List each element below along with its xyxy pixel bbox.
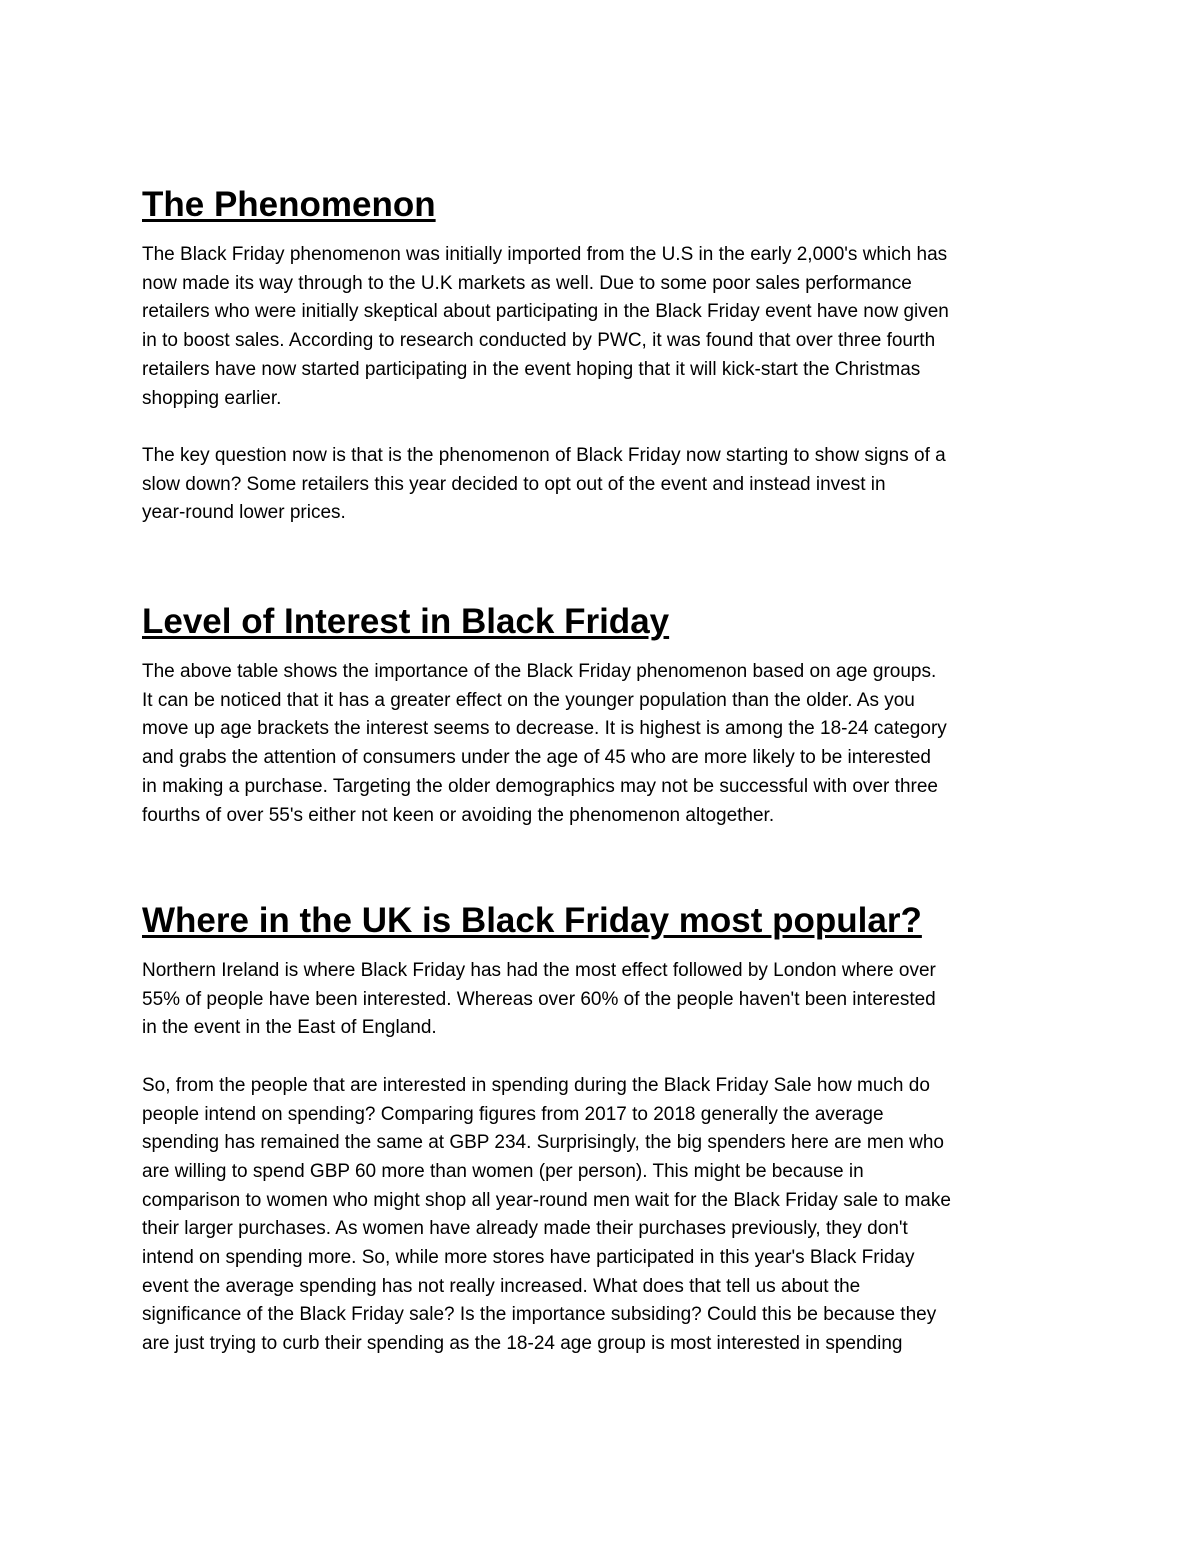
paragraph-gap [142, 1043, 1067, 1072]
section-heading: The Phenomenon [142, 185, 436, 224]
paragraph: Northern Ireland is where Black Friday has had the most effect followed by London where over 55% of people have been interested. Whereas over 60% of the people haven't been interested in the event in the East of England. [142, 960, 936, 1039]
section-body [142, 957, 1067, 1359]
section-level-of-interest [142, 600, 1067, 830]
section-where-in-uk [142, 899, 1067, 1359]
paragraph: The Black Friday phenomenon was initially imported from the U.S in the early 2,000's which has now made its way through to the U.K markets as well. Due to some poor sales performance retailers who were initially skeptical about participating in the Black Friday event have now given in to boost sales. According to research conducted by PWC, it was found that over three fourth retailers have now started participating in the event hoping that it will kick-start the Christmas shopping earlier. [142, 244, 949, 409]
paragraph: The above table shows the importance of the Black Friday phenomenon based on age groups. It can be noticed that it has a greater effect on the younger population than the older. As you move up age brackets the interest seems to decrease. It is highest is among the 18-24 category and grabs the attention of consumers under the age of 45 who are more likely to be interested in making a purchase. Targeting the older demographics may not be successful with over three fourths of over 55's either not keen or avoiding the phenomenon altogether. [142, 661, 947, 826]
section-heading: Where in the UK is Black Friday most popular? [142, 901, 922, 940]
paragraph: The key question now is that is the phenomenon of Black Friday now starting to show signs of a slow down? Some retailers this year decided to opt out of the event and instead invest in year-round lower prices. [142, 444, 946, 524]
paragraph: So, from the people that are interested in spending during the Black Friday Sale how much do people intend on spending? Comparing figures from 2017 to 2018 generally the average spending has remained the same at GBP 234. Surprisingly, the big spenders here are men who are willing to spend GBP 60 more than women (per person). This might be because in comparison to women who might shop all year-round men wait for the Black Friday sale to make their larger purchases. As women have already made their purchases previously, they don't intend on spending more. So, while more stores have participated in this year's Black Friday event the average spending has not really increased. What does that tell us about the significance of the Black Friday sale? Is the importance subsiding? Could this be because they are just trying to curb their spending as the 18-24 age group is most interested in spending [142, 1074, 951, 1355]
section-body [142, 241, 1067, 528]
section-body [142, 658, 1067, 830]
section-the-phenomenon [142, 183, 1067, 528]
section-heading: Level of Interest in Black Friday [142, 602, 670, 641]
paragraph-gap [142, 413, 1067, 442]
